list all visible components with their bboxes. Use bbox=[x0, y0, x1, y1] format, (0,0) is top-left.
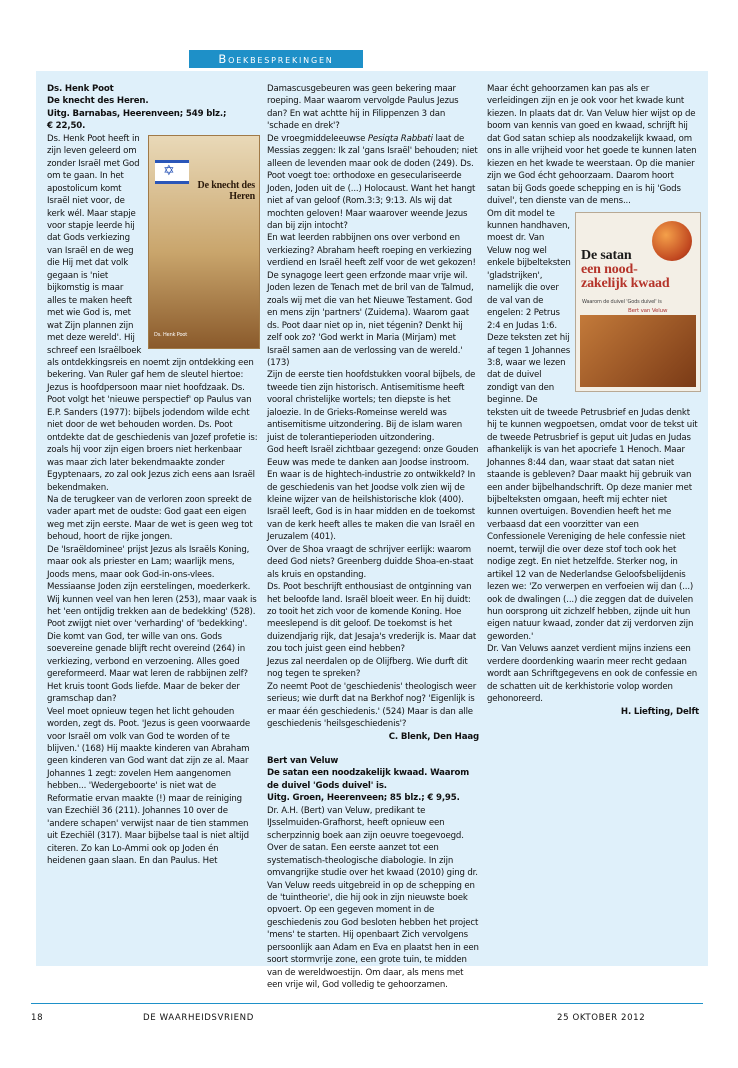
review1-paragraph: Ds. Henk Poot heeft in zijn leven geleerd om zonder Israël met God om te gaan. In het apostolicum komt Israël niet voor, de kerk wél. Maar stapje voor stapje leerde hij dat Gods verkiezing van Israël en de weg die Hij met dat volk gegaan is 'niet bijkomstig is maar alles te maken heeft met wie God is, met wat Zijn plannen zijn met deze wereld'. Hij schreef een Israëlboek als ontdekkingsreis en noemt zijn ontdekking een bekering. Van Ruler gaf hem de sleutel hiertoe: Jezus is hoofdpersoon maar niet hoofdzaak. Ds. Poot volgt het 'nieuwe perspectief' op Paulus van E.P. Sanders (1977): bijbels jodendom wilde echt niet door de wet behouden worden. Ds. Poot ontdekte dat de geschiedenis van Jozef profetie is: zoals hij voor zijn eigen broers niet herkenbaar was maar zich later bekendmaakte zonder Egyptenaars, zo zal ook Jezus zich eens aan Israël bekendmaken. bbox=[47, 133, 258, 493]
review1-paragraph: Jezus zal neerdalen op de Olijfberg. Wie durft dit nog tegen te spreken? bbox=[267, 656, 468, 680]
cover2-author: Bert van Veluw bbox=[628, 307, 668, 314]
review1-paragraph: Over de Shoa vraagt de schrijver eerlijk: waarom deed God niets? Greenberg duidde Shoa-en-staat als kruis en opstanding. bbox=[267, 544, 474, 580]
review2-signature: H. Liefting, Delft bbox=[620, 706, 699, 717]
review1-paragraph: Damascusgebeuren was geen bekering maar roeping. Maar waarom vervolgde Paulus Jezus dan? En wat achtte hij in Filippenzen 3 dan 'schade en drek'? bbox=[267, 84, 459, 132]
review1-paragraph: Het kruis toont Gods liefde. Maar de beker der gramschap dan? bbox=[47, 681, 240, 705]
footer-divider bbox=[31, 1003, 703, 1004]
review1-paragraph: Zo neemt Poot de 'geschiedenis' theologisch weer serieus; wie durft dat na Berkhof nog? 'Eigenlijk is er maar één geschiedenis.' (524) Maar is dan alle geschiedenis 'heilsgeschiedenis'? bbox=[267, 681, 477, 730]
column-1 bbox=[47, 83, 259, 868]
review1-paragraph: Veel moet opnieuw tegen het licht gehouden worden, zegt ds. Poot. 'Jezus is geen voorwaarde voor Israël om volk van God te worden of te blijven.' (168) Hij maakte kinderen van Abraham geen kinderen van God want dat zijn ze al. Maar Johannes 1 zegt: zovelen Hem aangenomen hebben... 'Wedergeboorte' is niet wat de Reformatie ervan maakte (!) maar de reiniging van Ezechiël 36 (211). Johannes 10 over de 'andere schapen' verwijst naar de tien stammen uit Ezechiël (317). Maar bijbelse taal is niet altijd citeren. Zo kan Lo-Ammi ook op Joden én heidenen gaan slaan. En dan Paulus. Het bbox=[47, 706, 251, 867]
review2-title: De satan een noodzakelijk kwaad. Waarom de duivel 'Gods duivel' is. bbox=[267, 768, 470, 791]
review1-publisher: Uitg. Barnabas, Heerenveen; 549 blz.; bbox=[47, 108, 227, 119]
cover2-photo bbox=[580, 315, 696, 387]
review1-paragraph: Poot zwijgt niet over 'verharding' of 'bedekking'. Die komt van God, ter wille van ons. Gods soevereine genade blijft recht overeind (264) in verkiezing, verbond en verzoening. Alles goed gereformeerd. Maar wat leren de rabbijnen zelf? bbox=[47, 619, 248, 680]
review1-paragraph: God heeft Israël zichtbaar gezegend: onze Gouden Eeuw was mede te danken aan Joodse instroom. En waar is de hightech-industrie zo ontwikkeld? In de geschiedenis van het Joodse volk zien wij de kleine wijzer van de heilshistorische klok (400). Israël leeft, God is in haar midden en de toekomst van de kerk heeft alles te maken die van Israël en Jeruzalem (401). bbox=[267, 445, 479, 543]
page-number: 18 bbox=[31, 1013, 44, 1023]
column-3 bbox=[487, 83, 699, 718]
review1-author: Ds. Henk Poot bbox=[47, 84, 114, 94]
review2-paragraph: Om dit model te kunnen handhaven, moest dr. Van Veluw nog wel enkele bijbelteksten 'gladstrijken', namelijk die over de val van de engelen: 2 Petrus 2:4 en Judas 1:6. Deze teksten zet hij af tegen 1 Johannes 3:8, waar we lezen dat de duivel zondigt van den beginne. De teksten uit de tweede Petrusbrief en Judas denkt hij te kunnen wegpoetsen, omdat voor de tekst uit de tweede Petrusbrief is geput uit Judas en Judas afhankelijk is van het apocriefe 1 Henoch. Maar Johannes 8:44 dan, waar staat dat satan niet staande is gebleven? Daar maakt hij gebruik van een ander bijbelhandschrift. Op deze manier met bijbelteksten omgaan, heeft mij echter niet kunnen overtuigen. Bovendien heeft het me verbaasd dat een voorzitter van een Confessionele Vereniging de hele confessie niet noemt, terwijl die over deze stof toch ook het nodige zegt. En niet hetzelfde. Sterker nog, in artikel 12 van de Nederlandse Geloofsbelijdenis lezen we: 'Zo verwerpen en verfoeien wij dan (...) ook de dwalingen (...) die zeggen dat de duivelen hun oorsprong uit zichzelf hebben, zijnde uit hun eigen natuur kwaad, zonder dat zij verdorven zijn geworden.' bbox=[487, 208, 698, 642]
magazine-name: DE WAARHEIDSVRIEND bbox=[143, 1013, 254, 1023]
review2-paragraph: Maar écht gehoorzamen kan pas als er verleidingen zijn en je ook voor het kwade kunt kiezen. In plaats dat dr. Van Veluw hier wijst op de boom van kennis van goed en kwaad, schrijft hij dat God satan schiep als noodzakelijk kwaad, om ons in alle vrijheid voor het goede te kunnen laten kiezen en het kwade te weerstaan. Op die manier zijn we God écht gehoorzaam. Daarom hoort satan bij Gods goede schepping en is hij 'Gods duivel', ten dienste van de mens... bbox=[487, 84, 697, 207]
book-cover-satan bbox=[575, 212, 701, 392]
column-2 bbox=[267, 83, 479, 992]
cover1-title: De knecht des Heren bbox=[197, 179, 255, 202]
cover1-author: Ds. Henk Poot bbox=[154, 332, 188, 339]
review1-paragraph: Ds. Poot beschrijft enthousiast de ontginning van het beloofde land. Israël bloeit weer. En hij duidt: zo tooit het zich voor de komende Koning. Hoe meeslepend is dit geloof. De toekomst is het duizendjarig rijk, dat Jesaja's vrederijk is. Maar dat zou toch juist geen eind hebben? bbox=[267, 582, 477, 655]
review2-author: Bert van Veluw bbox=[267, 756, 339, 767]
review2-paragraph: Dr. A.H. (Bert) van Veluw, predikant te IJsselmuiden-Grafhorst, heeft opnieuw een scherpzinnig boek aan zijn oeuvre toegevoegd. Over de satan. Een eerste aanzet tot een systematisch-theologische diabologie. In zijn omvangrijke studie over het kwaad (2010) ging dr. Van Veluw reeds uitgebreid in op de schepping en de 'tuintheorie', die hij ook in zijn nieuwste boek opvoert. Op een gegeven moment in de geschiedenis zou God besloten hebben het project 'mens' te starten. Hij openbaart Zich vervolgens persoonlijk aan Adam en Eva en plaatst hen in een soort stormvrije zone, een grote tuin, te midden van de wereldwoestijn. Om daar, als mens met een vrije wil, God volledig te gehoorzamen. bbox=[267, 805, 479, 991]
review1-paragraph: En wat leerden rabbijnen ons over verbond en verkiezing? Abraham heeft roeping en verkiezing verdiend en Israël heeft zelf voor de wet gekozen! De synagoge leert geen erfzonde maar vrije wil. Joden lezen de Tenach met de bril van de Talmud, zoals wij met die van het Nieuwe Testament. God en mens zijn 'partners' (Zuidema). Waarom gaat ds. Poot daar niet op in, niet tégenin? Denkt hij zelf ook zo? 'God werkt in Maria (Mirjam) met Israël samen aan de verlossing van de wereld.' (173) bbox=[267, 233, 476, 368]
review1-signature: C. Blenk, Den Haag bbox=[388, 731, 479, 742]
cover2-title: De satan een nood- zakelijk kwaad bbox=[581, 247, 670, 291]
review1-price: € 22,50. bbox=[47, 121, 86, 132]
book-cover-knecht: ✡ De knecht des Heren Ds. Henk Poot bbox=[148, 135, 260, 349]
review1-title: De knecht des Heren. bbox=[47, 96, 149, 107]
cover2-subtitle: Waarom de duivel 'Gods duivel' is bbox=[582, 298, 662, 305]
section-header: Boekbesprekingen bbox=[189, 50, 363, 68]
reviews-panel bbox=[36, 71, 708, 991]
review1-paragraph: De 'Israëldominee' prijst Jezus als Israëls Koning, maar ook als priester en Lam; waarlijk mens, Joods mens, maar ook God-in-ons-vlees. Messiaanse Joden zijn eerstelingen, moederkerk. Wij kunnen veel van hen leren (253), maar vaak is het 'een ontijdig trekken aan de bedekking' (528). bbox=[47, 544, 257, 618]
review1-paragraph: De vroegmiddeleeuwse Pesiqta Rabbati laat de Messias zeggen: Ik zal 'gans Israël' behouden; niet alleen de levenden maar ook de doden (249). Ds. Poot voegt toe: orthodoxe en geseculariseerde Joden, Joden uit de (...) Holocaust. Want het hangt niet af van geloof (Rom.3:3; 9:13. Als wij dat mochten geloven! Maar waarover weende Jezus dan bij zijn intocht? bbox=[267, 133, 478, 231]
review1-paragraph: Na de terugkeer van de verloren zoon spreekt de vader apart met de oudste: God gaat een eigen weg met zijn eerste. Maar de wet is geen weg tot behoud, hoort de rijke jongen. bbox=[47, 494, 253, 543]
review1-paragraph: Zijn de eerste tien hoofdstukken vooral bijbels, de tweede tien zijn historisch. Antisemitisme heeft vooral christelijke wortels; ten diepste is het jaloezie. In de Grieks-Romeinse wereld was antisemitisme uitzondering. Bij de islam waren juist de tolerantieperioden uitzondering. bbox=[267, 370, 476, 443]
review2-publisher: Uitg. Groen, Heerenveen; 85 blz.; € 9,95. bbox=[267, 793, 460, 804]
issue-date: 25 OKTOBER 2012 bbox=[557, 1013, 646, 1023]
review2-paragraph: Dr. Van Veluws aanzet verdient mijns inziens een verdere doordenking waarin meer recht gedaan wordt aan Schriftgegevens en ook de confessie en de schatten uit de kerkhistorie volop worden gehonoreerd. bbox=[487, 644, 698, 705]
